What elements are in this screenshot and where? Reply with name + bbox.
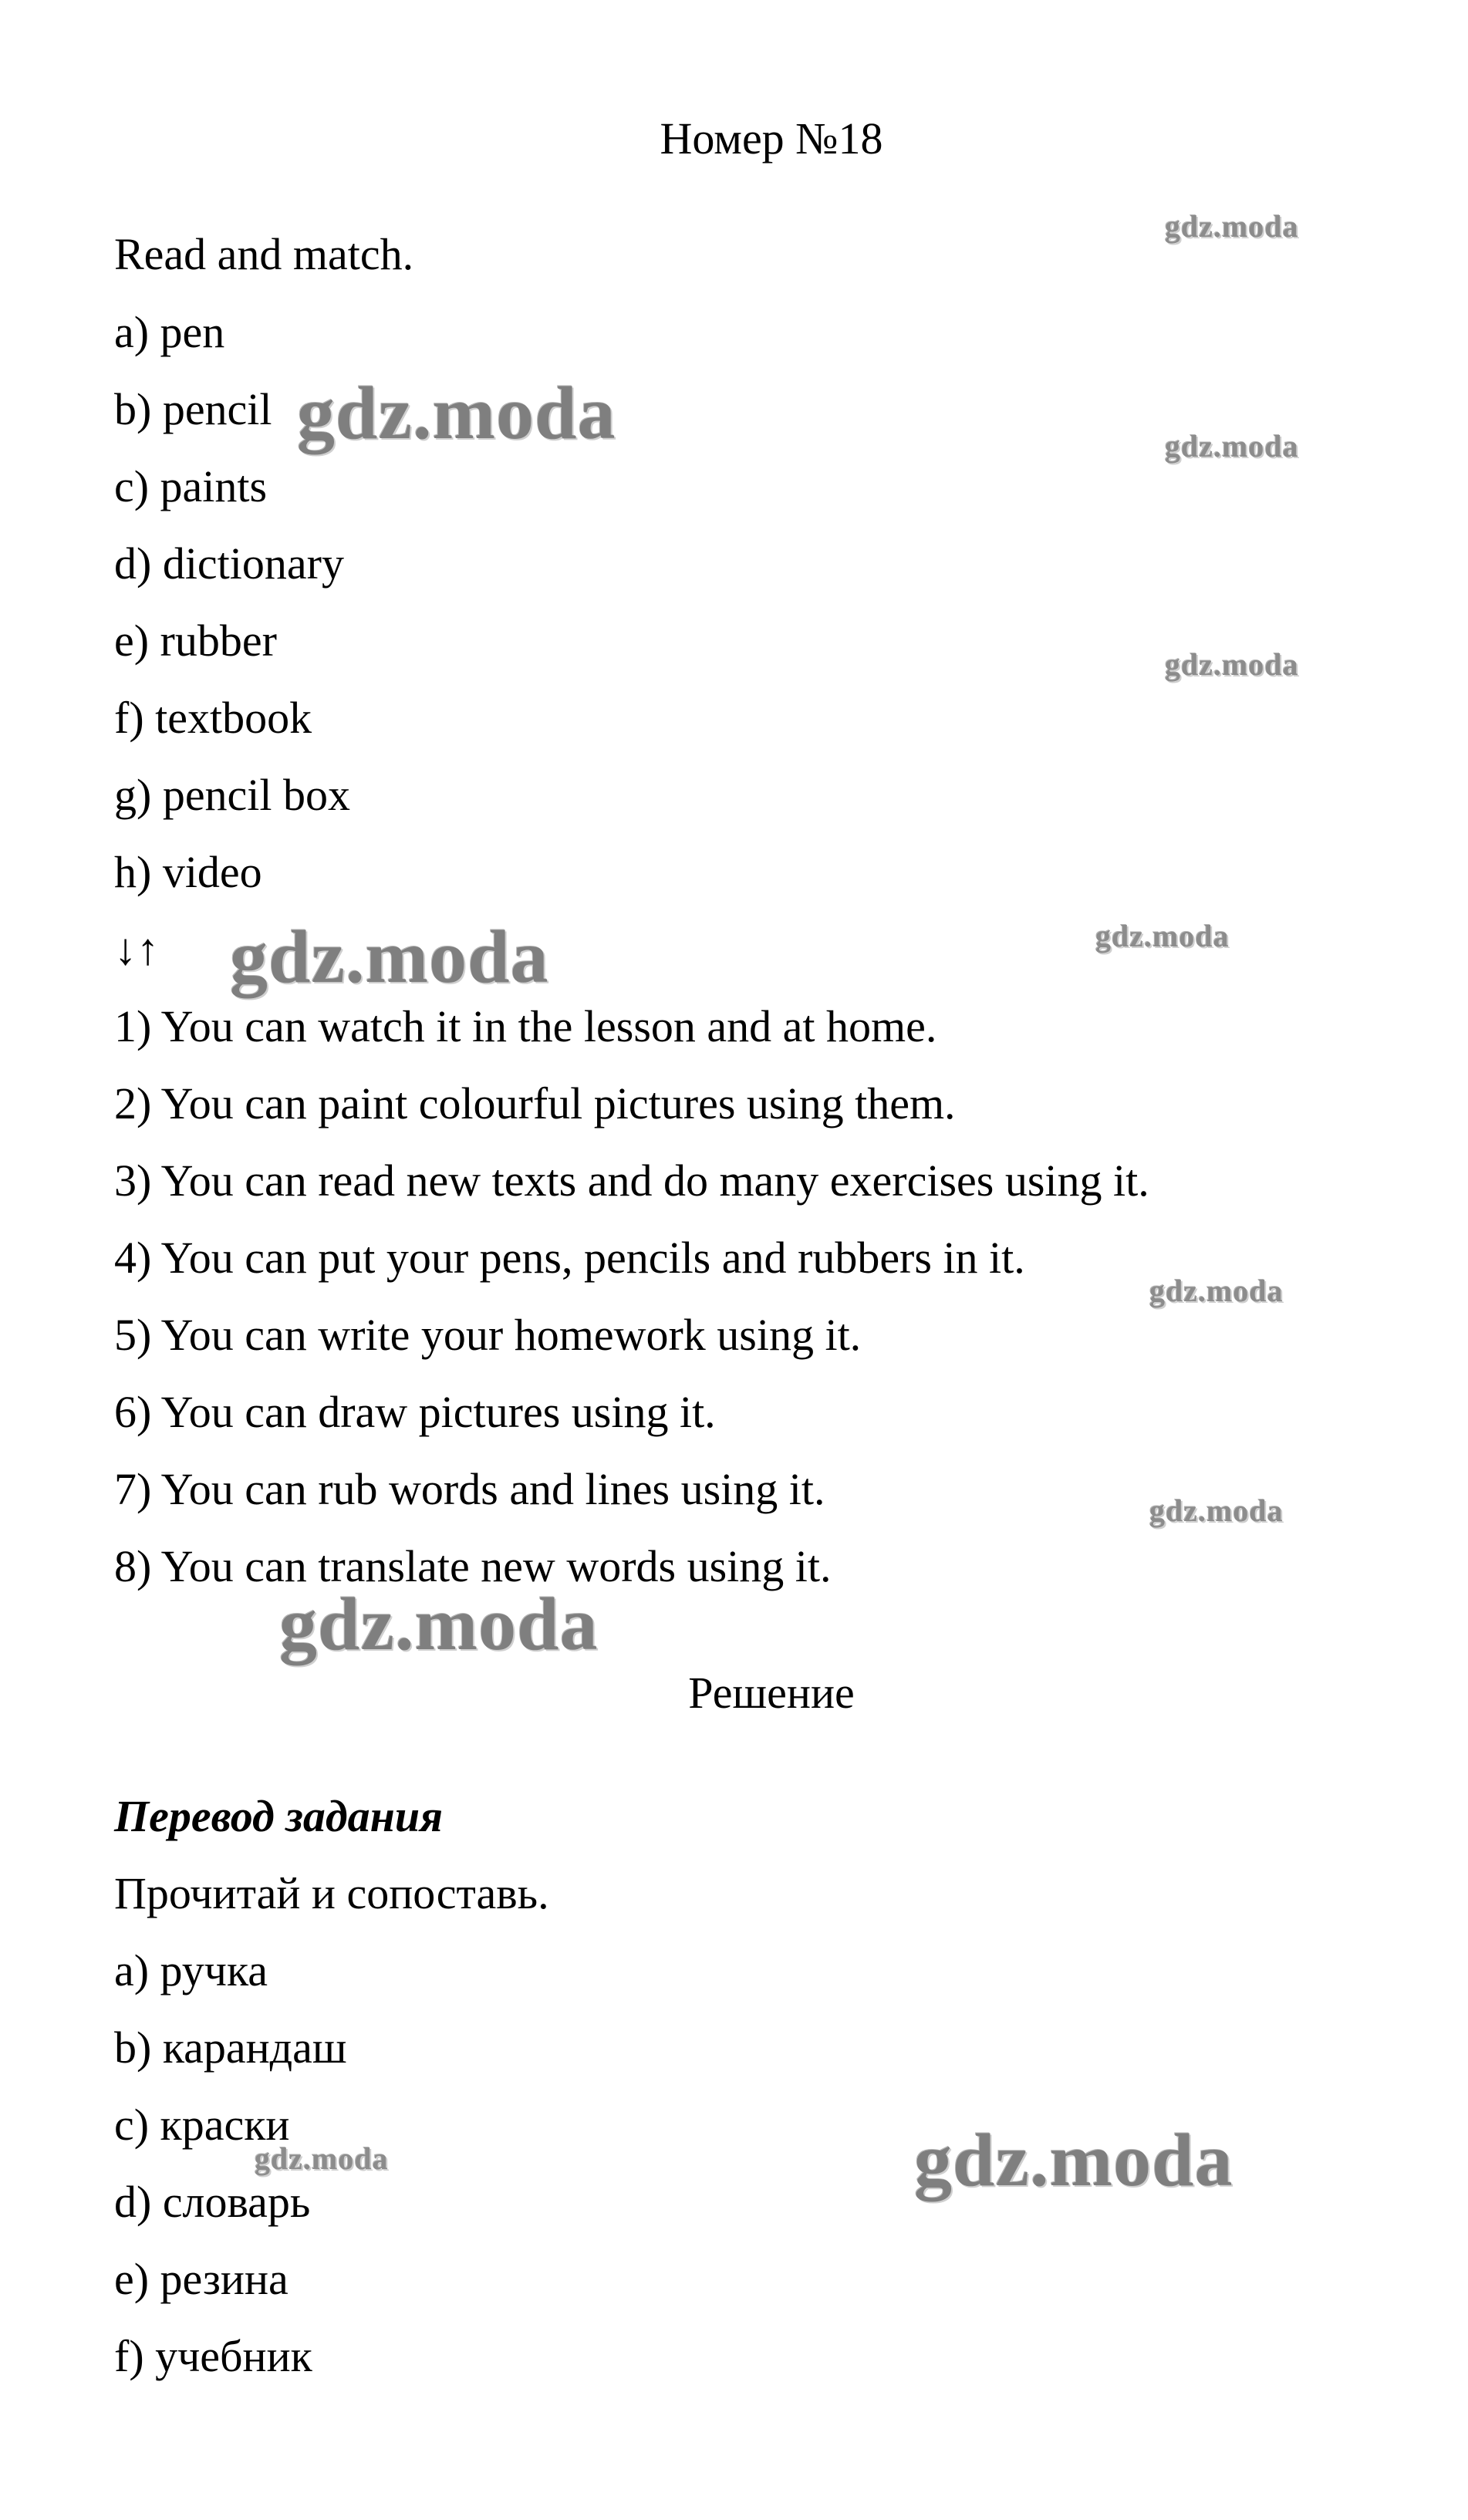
watermark: gdz.moda <box>1165 429 1299 464</box>
sentence-item: 3) You can read new texts and do many exercises using it. <box>114 1155 1149 1206</box>
sentence-item: 6) You can draw pictures using it. <box>114 1387 716 1437</box>
translation-word-item: a) ручка <box>114 1945 268 1995</box>
watermark: gdz.moda <box>1165 209 1299 244</box>
watermark: gdz.moda <box>1095 919 1230 953</box>
translation-word-item: d) словарь <box>114 2177 311 2227</box>
word-item: g) pencil box <box>114 770 351 820</box>
watermark: gdz.moda <box>1149 1493 1284 1528</box>
watermark: gdz.moda <box>279 1583 599 1666</box>
word-item: a) pen <box>114 307 225 357</box>
word-item: h) video <box>114 847 262 897</box>
watermark: gdz.moda <box>1165 647 1299 682</box>
word-item: f) textbook <box>114 693 312 743</box>
solution-heading: Решение <box>688 1668 855 1718</box>
watermark: gdz.moda <box>255 2141 389 2176</box>
sentence-item: 7) You can rub words and lines using it. <box>114 1464 825 1514</box>
sentence-item: 5) You can write your homework using it. <box>114 1310 862 1360</box>
translation-word-item: f) учебник <box>114 2331 312 2381</box>
sentence-item: 8) You can translate new words using it. <box>114 1541 832 1591</box>
translation-word-item: e) резина <box>114 2254 289 2304</box>
sentence-item: 1) You can watch it in the lesson and at home. <box>114 1001 937 1051</box>
task-instruction: Read and match. <box>114 229 414 279</box>
sentence-item: 4) You can put your pens, pencils and rubbers in it. <box>114 1233 1025 1283</box>
watermark: gdz.moda <box>230 916 549 999</box>
match-arrows: ↓↑ <box>114 924 159 974</box>
watermark: gdz.moda <box>297 372 616 455</box>
word-item: c) paints <box>114 461 268 511</box>
word-item: e) rubber <box>114 616 277 666</box>
page-title: Номер №18 <box>660 113 883 164</box>
translation-word-item: b) карандаш <box>114 2022 347 2073</box>
translation-instruction: Прочитай и сопоставь. <box>114 1868 549 1918</box>
word-item: b) pencil <box>114 384 272 434</box>
word-item: d) dictionary <box>114 538 344 589</box>
sentence-item: 2) You can paint colourful pictures using them. <box>114 1078 956 1128</box>
translation-title: Перевод задания <box>114 1791 443 1841</box>
watermark: gdz.moda <box>1149 1273 1284 1308</box>
watermark: gdz.moda <box>914 2119 1233 2202</box>
translation-word-item: c) краски <box>114 2100 290 2150</box>
